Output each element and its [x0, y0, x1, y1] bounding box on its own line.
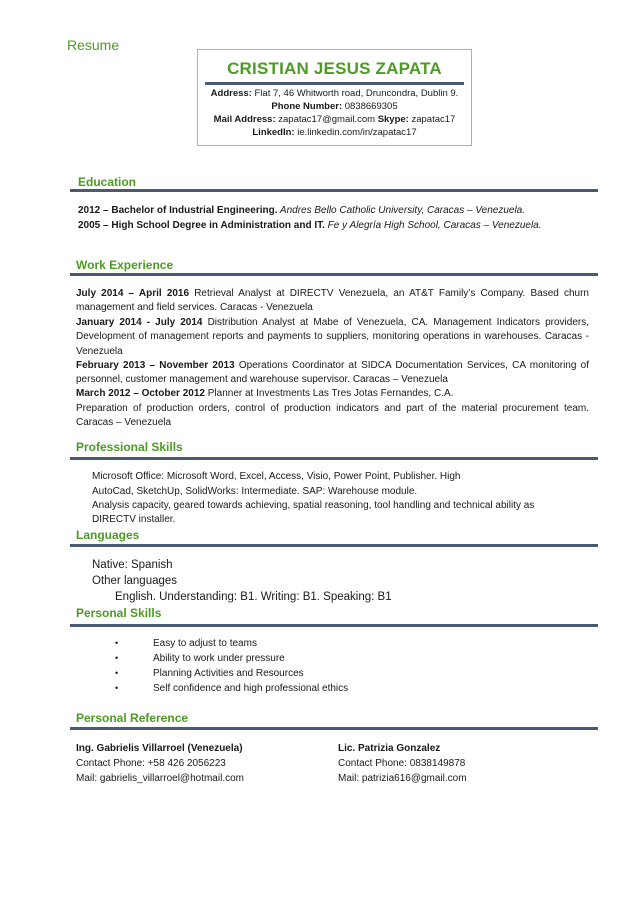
work-item	[76, 387, 589, 401]
bullet-icon: •	[115, 668, 119, 678]
language-other-heading: Other languages	[92, 575, 178, 587]
phone-label: Phone Number:	[271, 101, 343, 112]
reference-name: Ing. Gabrielis Villarroel (Venezuela)	[76, 743, 243, 754]
languages-title: Languages	[76, 528, 140, 542]
skills-title: Professional Skills	[76, 440, 183, 454]
list-item	[115, 653, 285, 664]
bullet-icon: •	[115, 653, 119, 663]
reference-title: Personal Reference	[76, 711, 189, 725]
document-label: Resume	[67, 37, 120, 53]
name-divider	[205, 82, 464, 85]
skill-line: Microsoft Office: Microsoft Word, Excel, Access, Visio, Power Point, Publisher. High	[92, 471, 461, 482]
education-item	[78, 219, 542, 233]
skype-label: Skype:	[377, 114, 409, 125]
work-period: July 2014 – April 2016	[76, 288, 190, 299]
skills-divider	[70, 457, 598, 460]
language-native: Native: Spanish	[92, 559, 173, 571]
list-item	[115, 638, 257, 649]
linkedin-value[interactable]: ie.linkedin.com/in/zapatac17	[297, 127, 417, 138]
work-period: February 2013 – November 2013	[76, 360, 235, 371]
mail-value[interactable]: zapatac17@gmail.com	[278, 114, 376, 125]
work-item	[76, 287, 589, 316]
education-degree: 2005 – High School Degree in Administration and IT.	[78, 220, 325, 231]
address-line	[198, 87, 471, 100]
skype-value: zapatac17	[411, 114, 456, 125]
work-title: Work Experience	[76, 258, 174, 272]
reference-right	[338, 741, 467, 786]
linkedin-line	[198, 126, 471, 139]
education-title: Education	[78, 175, 137, 189]
personal-skill-text: Ability to work under pressure	[153, 653, 285, 664]
work-period: March 2012 – October 2012	[76, 388, 205, 399]
reference-divider	[70, 727, 598, 730]
reference-left	[76, 741, 244, 786]
education-divider	[70, 189, 598, 192]
personal-skill-text: Planning Activities and Resources	[153, 668, 304, 679]
work-description: Retrieval Analyst at DIRECTV Venezuela, an AT&T Family’s Company. Based churn management and field services. Caracas - Venezuela	[76, 288, 589, 314]
work-description: Operations Coordinator at SIDCA Documentation Services, CA monitoring of personnel, customer management and warehouse supervisor. Caracas – Venezuela	[76, 360, 589, 386]
education-degree: 2012 – Bachelor of Industrial Engineering.	[78, 205, 278, 216]
bullet-icon: •	[115, 683, 119, 693]
work-description: Planner at Investments Las Tres Jotas Fernandes, C.A.	[204, 388, 454, 399]
header-box	[197, 49, 472, 146]
work-item	[76, 402, 589, 431]
mail-line	[198, 113, 471, 126]
skill-line: Analysis capacity, geared towards achieving, spatial reasoning, tool handling and technical ability as	[92, 500, 535, 511]
personal-skill-text: Easy to adjust to teams	[153, 638, 257, 649]
work-period: January 2014 - July 2014	[76, 317, 203, 328]
personal-skills-title: Personal Skills	[76, 606, 162, 620]
work-description: Preparation of production orders, control of production indicators and part of the material procurement team. Caracas – Venezuela	[76, 403, 589, 429]
reference-phone: Contact Phone: 0838149878	[338, 758, 466, 769]
work-description: Distribution Analyst at Mabe of Venezuela, CA. Management Indicators providers, Development of management reports and payments to suppliers, monitoring operations in warehouses. Caracas - Venezuela	[76, 317, 589, 357]
education-school: Andres Bello Catholic University, Caracas – Venezuela.	[277, 205, 526, 216]
work-item	[76, 316, 589, 359]
education-school: Fe y Alegría High School, Caracas – Venezuela.	[324, 220, 542, 231]
address-value: Flat 7, 46 Whitworth road, Druncondra, Dublin 9.	[254, 88, 459, 99]
reference-mail: Mail: gabrielis_villarroel@hotmail.com	[76, 773, 244, 784]
candidate-name: CRISTIAN JESUS ZAPATA	[227, 59, 442, 78]
reference-phone: Contact Phone: +58 426 2056223	[76, 758, 226, 769]
list-item	[115, 683, 348, 694]
list-item	[115, 668, 304, 679]
languages-divider	[70, 544, 598, 547]
skill-line: DIRECTV installer.	[92, 514, 176, 525]
bullet-icon: •	[115, 638, 119, 648]
mail-label: Mail Address:	[213, 114, 276, 125]
address-label: Address:	[210, 88, 252, 99]
skill-line: AutoCad, SketchUp, SolidWorks: Intermediate. SAP: Warehouse module.	[92, 486, 418, 497]
work-divider	[70, 273, 598, 276]
reference-name: Lic. Patrizia Gonzalez	[338, 743, 441, 754]
phone-line	[198, 100, 471, 113]
personal-skill-text: Self confidence and high professional ethics	[153, 683, 349, 694]
personal-skills-divider	[70, 624, 598, 627]
education-item	[78, 204, 525, 218]
language-english: English. Understanding: B1. Writing: B1. Speaking: B1	[115, 591, 392, 603]
phone-value: 0838669305	[344, 101, 398, 112]
reference-mail: Mail: patrizia616@gmail.com	[338, 773, 467, 784]
work-item	[76, 359, 589, 388]
linkedin-label: LinkedIn:	[252, 127, 295, 138]
